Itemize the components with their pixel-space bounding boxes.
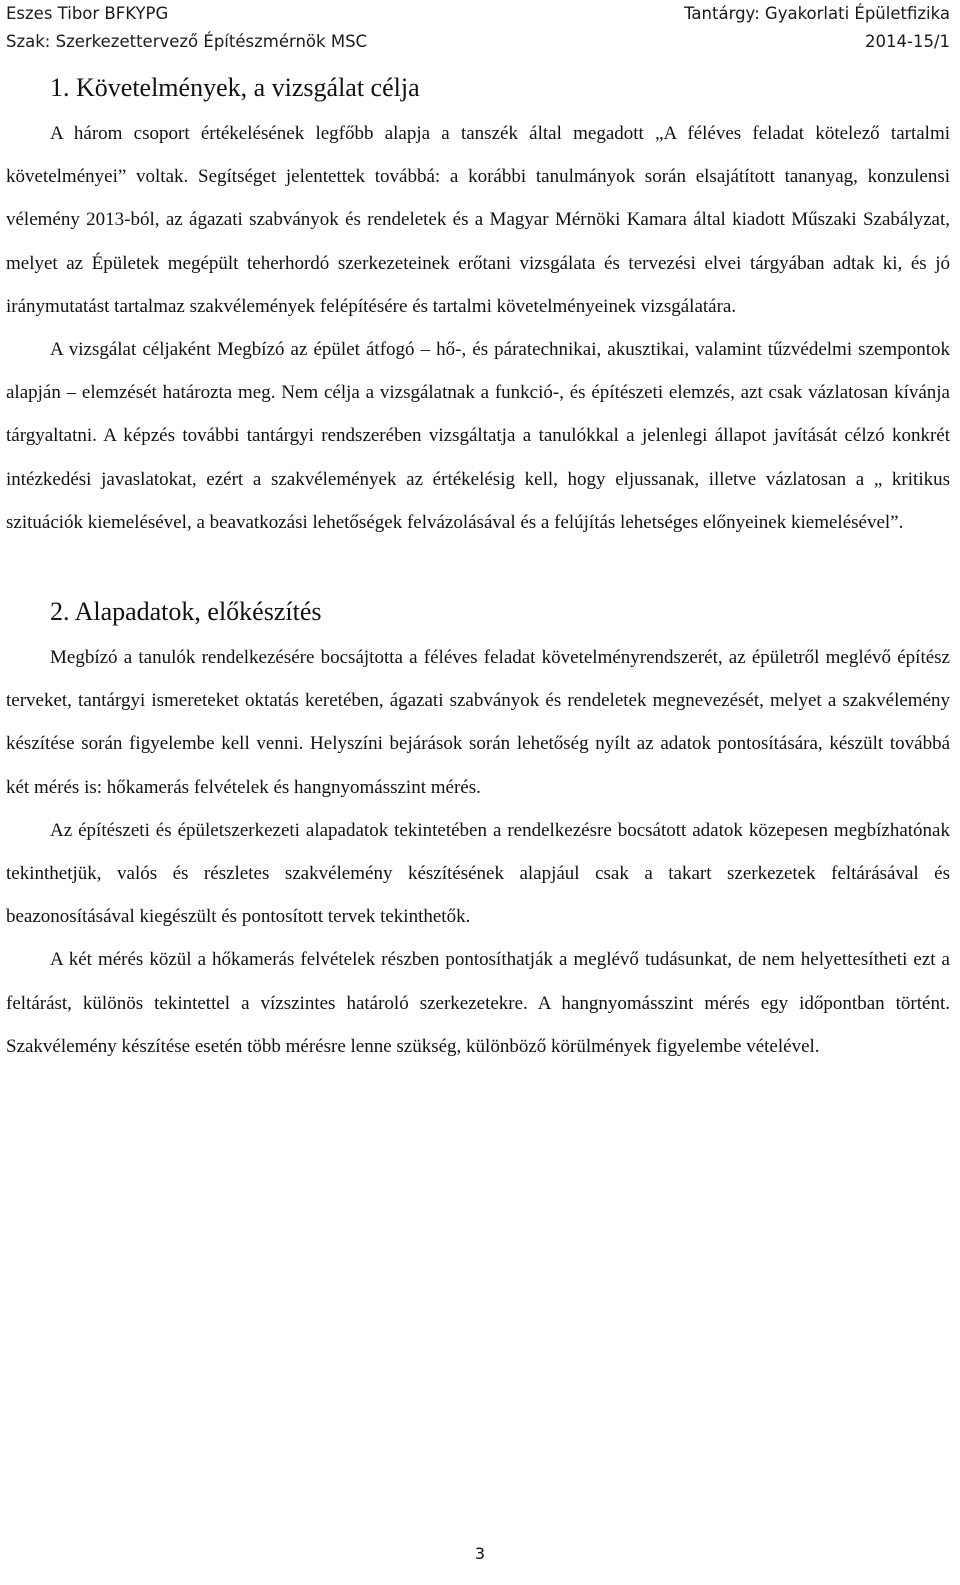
paragraph: Megbízó a tanulók rendelkezésére bocsájtotta a féléves feladat követelményrendszerét, az épületről meglévő építész terveket, tantárgyi ismereteket oktatás keretében, ágazati szabványok és rendeletek megnevezését, melyet a szakvélemény készítése során figyelembe kell venni. Helyszíni bejárások során lehetőség nyílt az adatok pontosítására, készült továbbá két mérés is: hőkamerás felvételek és hangnyomásszint mérés. — [6, 647, 950, 798]
paragraph: A két mérés közül a hőkamerás felvételek részben pontosíthatják a meglévő tudásunkat, de nem helyettesítheti ezt a feltárást, különös tekintettel a vízszintes határoló szerkezetekre. A hangnyomásszint mérés egy időpontban történt. Szakvélemény készítése esetén több mérésre lenne szükség, különböző körülmények figyelembe vételével. — [6, 949, 950, 1057]
paragraph: A három csoport értékelésének legfőbb alapja a tanszék által megadott „A féléves feladat kötelező tartalmi követelményei” voltak. Segítséget jelentettek továbbá: a korábbi tanulmányok során elsajátított tananyag, konzulensi vélemény 2013-ból, az ágazati szabványok és rendeletek és a Magyar Mérnöki Kamara által kiadott Műszaki Szabályzat, melyet az Épületek megépült teherhordó szerkezeteinek erőtani vizsgálata és tervezési elvei tárgyában adtak ki, és jó iránymutatást tartalmaz szakvélemények felépítésére és tartalmi követelményeinek vizsgálatára. — [6, 123, 950, 317]
program-name: Szak: Szerkezettervező Építészmérnök MSC — [6, 32, 368, 51]
page-number: 3 — [474, 1544, 486, 1563]
paragraph: Az építészeti és épületszerkezeti alapadatok tekintetében a rendelkezésre bocsátott adatok közepesen megbízhatónak tekinthetjük, valós és részletes szakvélemény készítésének alapjául csak a takart szerkezetek feltárásával és beazonosításával kiegészült és pontosított tervek tekinthetők. — [6, 819, 950, 928]
header-row-1 — [6, 0, 950, 28]
section-base-data — [6, 588, 950, 1068]
section-title: 2. Alapadatok, előkészítés — [50, 597, 322, 627]
author-name: Eszes Tibor BFKYPG — [6, 4, 169, 23]
document-body — [6, 64, 950, 1068]
paragraph: A vizsgálat céljaként Megbízó az épület átfogó – hő-, és páratechnikai, akusztikai, valamint tűzvédelmi szempontok alapján – elemzését határozta meg. Nem célja a vizsgálatnak a funkció-, és építészeti elemzés, azt csak vázlatosan kívánja tárgyaltatni. A képzés további tantárgyi rendszerében vizsgáltatja a tanulókkal a jelenlegi állapot javítását célzó konkrét intézkedési javaslatokat, ezért a szakvélemények az értékelésig kell, hogy eljussanak, illetve vázlatosan a „ kritikus szituációk kiemelésével, a beavatkozási lehetőségek felvázolásával és a felújítás lehetséges előnyeinek kiemelésével”. — [6, 339, 950, 533]
section-requirements — [6, 64, 950, 544]
header-row-2 — [6, 28, 950, 56]
course-name: Tantárgy: Gyakorlati Épületfizika — [684, 4, 950, 23]
semester: 2014-15/1 — [865, 32, 950, 51]
section-title: 1. Követelmények, a vizsgálat célja — [50, 73, 420, 102]
page-header — [6, 0, 950, 56]
